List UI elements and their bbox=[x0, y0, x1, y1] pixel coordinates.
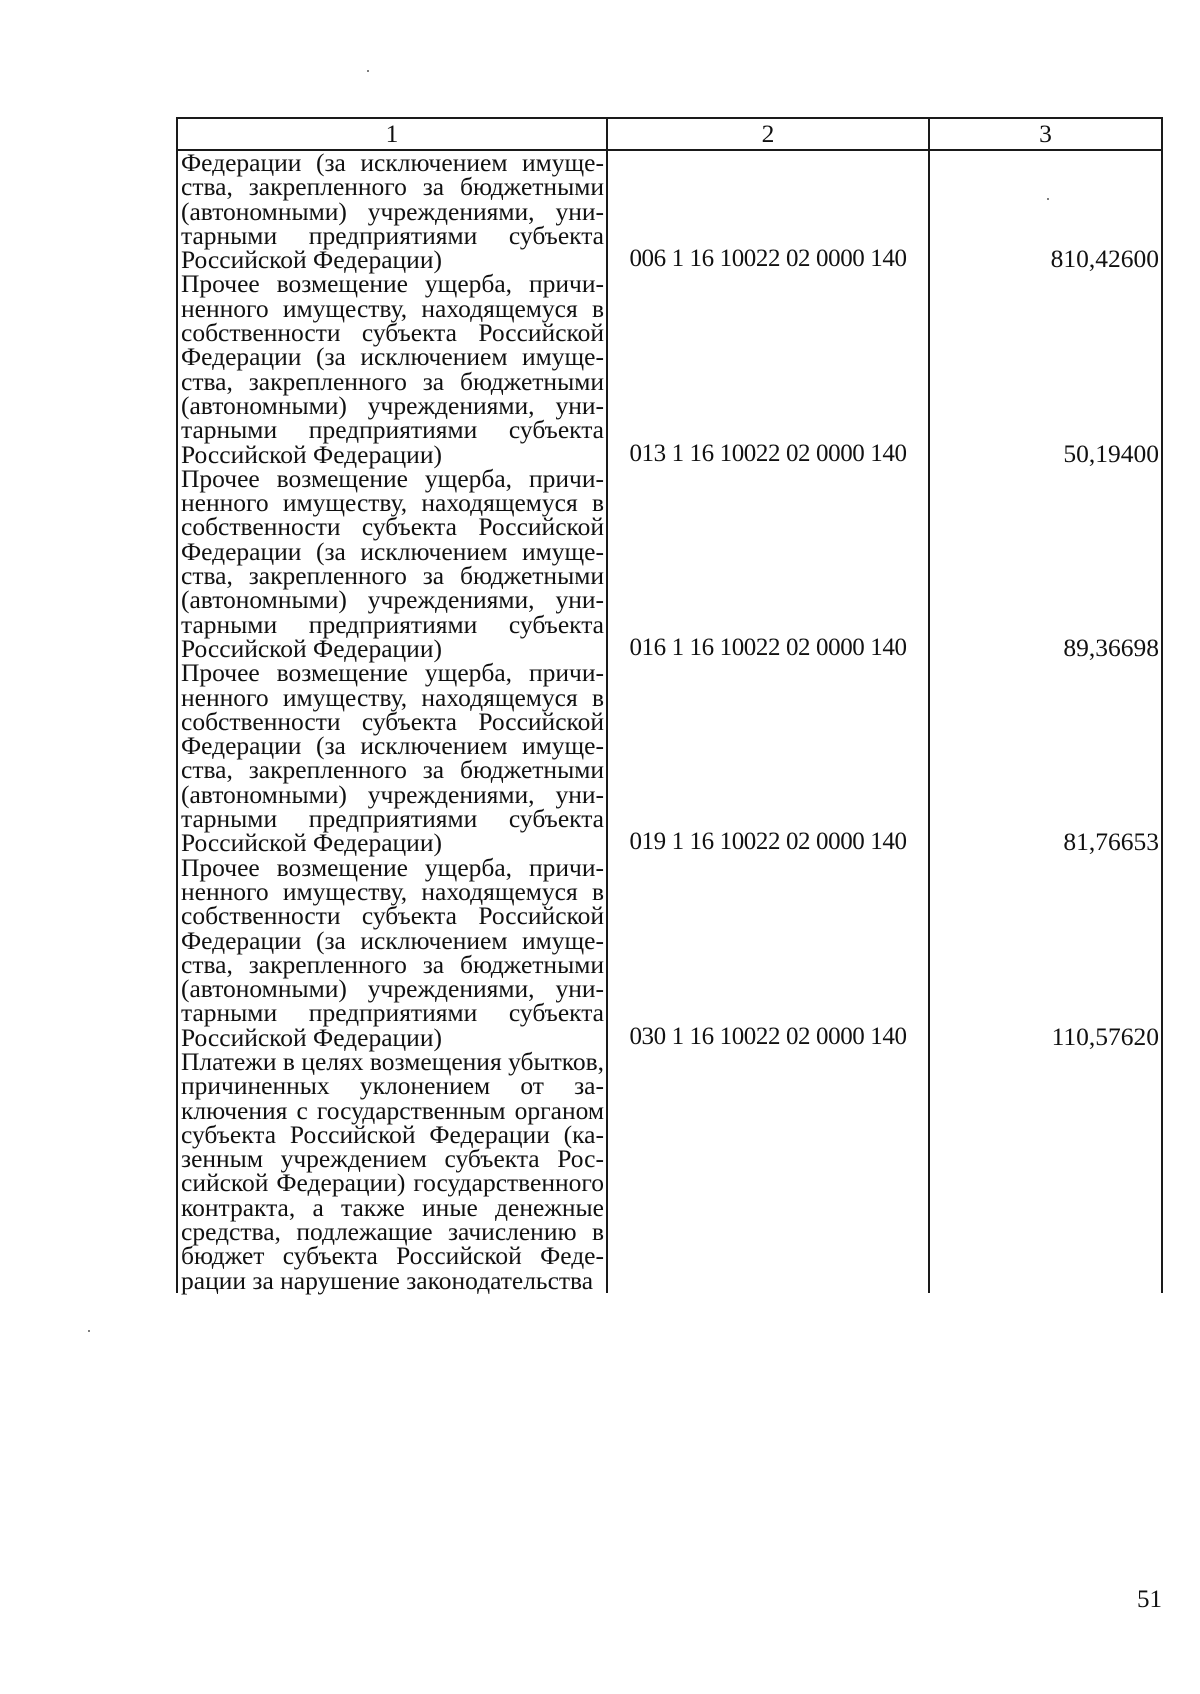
table-row bbox=[177, 856, 1162, 1050]
budget-classification-code: 030 1 16 10022 02 0000 140 bbox=[607, 856, 929, 1050]
revenue-description: Прочее возмещение ущерба, причиненного имуществу, находящемуся в собственности субъекта Российской Федерации (за исключением имущества, закрепленного за бюджетными (автономными) учреждениями, унитарными предприятиями субъекта Российской Федерации) bbox=[177, 661, 607, 855]
revenue-description: Платежи в целях возмещения убытков, причиненных уклонением от заключения с государственным органом субъекта Российской Федерации (казенным учреждением субъекта Российской Федерации) государственного контракта, а также иные денежные средства, подлежащие зачислению в бюджет субъекта Российской Федерации за нарушение законодательства bbox=[177, 1050, 607, 1293]
amount-value: 810,42600 bbox=[929, 150, 1162, 272]
table-row bbox=[177, 467, 1162, 661]
column-header-3: 3 bbox=[929, 118, 1162, 150]
table-row bbox=[177, 661, 1162, 855]
budget-classification-code bbox=[607, 1050, 929, 1293]
amount-value: 89,36698 bbox=[929, 467, 1162, 661]
revenue-description: Прочее возмещение ущерба, причиненного имуществу, находящемуся в собственности субъекта Российской Федерации (за исключением имущества, закрепленного за бюджетными (автономными) учреждениями, унитарными предприятиями субъекта Российской Федерации) bbox=[177, 856, 607, 1050]
budget-classification-code: 016 1 16 10022 02 0000 140 bbox=[607, 467, 929, 661]
scan-speck bbox=[367, 70, 369, 72]
table-row bbox=[177, 272, 1162, 466]
revenue-description: Федерации (за исключением имущества, закрепленного за бюджетными (автономными) учреждениями, унитарными предприятиями субъекта Российской Федерации) bbox=[177, 150, 607, 272]
page-number: 51 bbox=[1137, 1586, 1162, 1613]
table-row bbox=[177, 150, 1162, 272]
budget-classification-code: 006 1 16 10022 02 0000 140 bbox=[607, 150, 929, 272]
amount-value: 110,57620 bbox=[929, 856, 1162, 1050]
table-row bbox=[177, 1050, 1162, 1293]
amount-value: 81,76653 bbox=[929, 661, 1162, 855]
amount-value: 50,19400 bbox=[929, 272, 1162, 466]
column-header-2: 2 bbox=[607, 118, 929, 150]
column-number-header-row bbox=[177, 118, 1162, 150]
column-header-1: 1 bbox=[177, 118, 607, 150]
budget-revenue-table bbox=[176, 117, 1163, 1293]
revenue-description: Прочее возмещение ущерба, причиненного имуществу, находящемуся в собственности субъекта Российской Федерации (за исключением имущества, закрепленного за бюджетными (автономными) учреждениями, унитарными предприятиями субъекта Российской Федерации) bbox=[177, 272, 607, 466]
scan-speck bbox=[88, 1330, 90, 1332]
amount-value bbox=[929, 1050, 1162, 1293]
budget-classification-code: 019 1 16 10022 02 0000 140 bbox=[607, 661, 929, 855]
budget-classification-code: 013 1 16 10022 02 0000 140 bbox=[607, 272, 929, 466]
revenue-description: Прочее возмещение ущерба, причиненного имуществу, находящемуся в собственности субъекта Российской Федерации (за исключением имущества, закрепленного за бюджетными (автономными) учреждениями, унитарными предприятиями субъекта Российской Федерации) bbox=[177, 467, 607, 661]
